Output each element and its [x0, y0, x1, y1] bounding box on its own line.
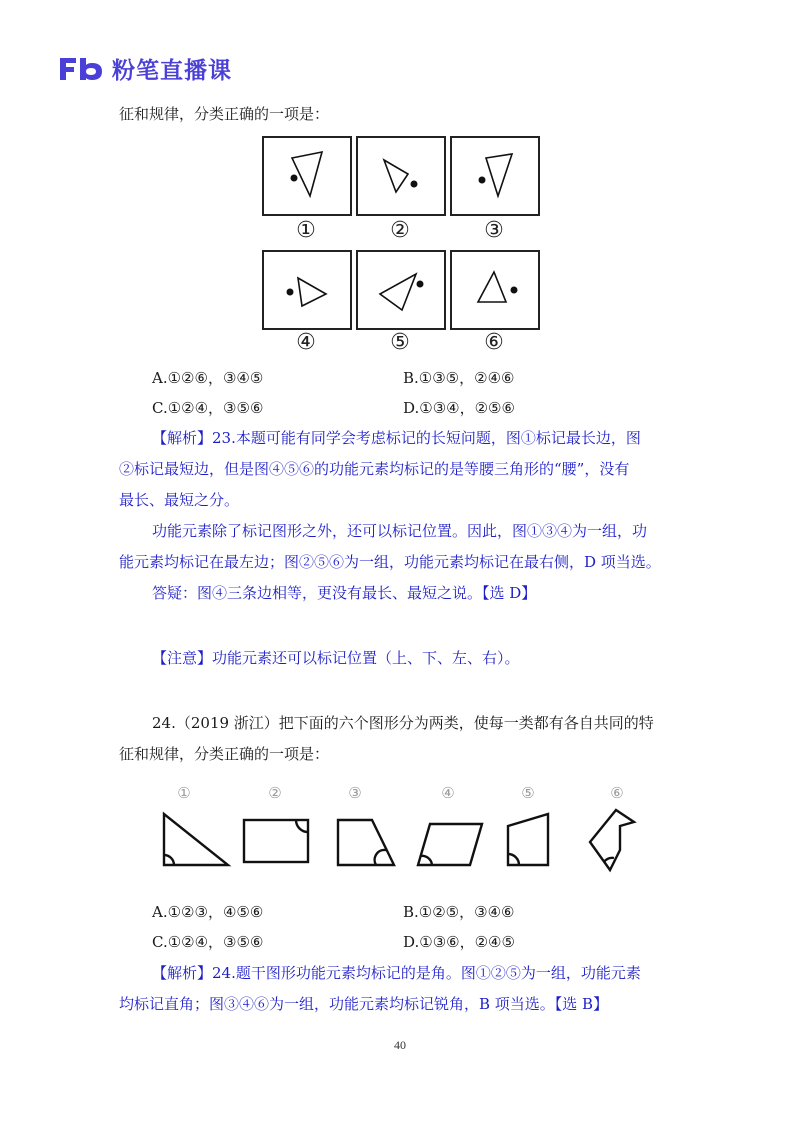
- q23-intro: 征和规律，分类正确的一项是：: [119, 105, 330, 123]
- q24-figure-1: [164, 814, 228, 865]
- q24-option-c: C.①②④，③⑤⑥: [152, 933, 264, 951]
- q23-label-2: ②: [390, 218, 410, 243]
- q24-figures: [150, 780, 650, 880]
- logo-text: 粉笔直播课: [112, 58, 232, 84]
- q23-analysis-line-3: 最长、最短之分。: [119, 491, 240, 509]
- q24-label-2: ②: [268, 784, 282, 802]
- brand-logo: [58, 52, 232, 85]
- q23-analysis-line-4: 功能元素除了标记图形之外，还可以标记位置。因此，图①③④为一组，功: [152, 522, 648, 540]
- q24-option-d: D.①③⑥，②④⑤: [403, 933, 515, 951]
- q24-analysis-line-1: 【解析】24.题干图形功能元素均标记的是角。图①②⑤为一组，功能元素: [152, 964, 641, 982]
- q24-option-a: A.①②③，④⑤⑥: [152, 903, 264, 921]
- q24-label-6: ⑥: [610, 784, 624, 802]
- q23-analysis-line-2: ②标记最短边，但是图④⑤⑥的功能元素均标记的是等腰三角形的“腰”，没有: [119, 460, 630, 478]
- q24-label-5: ⑤: [521, 784, 535, 802]
- q23-analysis-line-1: 【解析】23.本题可能有同学会考虑标记的长短问题，图①标记最长边，图: [152, 429, 641, 447]
- q24-stem-line-2: 征和规律，分类正确的一项是：: [119, 745, 330, 763]
- fenbi-logo-icon: [58, 56, 104, 82]
- q23-option-b: B.①③⑤，②④⑥: [403, 369, 515, 387]
- q23-label-4: ④: [296, 330, 316, 355]
- q23-label-6: ⑥: [484, 330, 504, 355]
- q24-figure-5: [508, 814, 548, 865]
- q23-figure-3: [450, 136, 540, 216]
- q24-figure-6: [590, 810, 634, 870]
- q23-note: 【注意】功能元素还可以标记位置（上、下、左、右）。: [152, 649, 520, 667]
- q24-label-4: ④: [441, 784, 455, 802]
- page-number: 40: [394, 1038, 406, 1052]
- q23-label-1: ①: [296, 218, 316, 243]
- q23-label-3: ③: [484, 218, 504, 243]
- q23-figure-4: [262, 250, 352, 330]
- q24-figures-svg: [150, 780, 650, 880]
- q24-label-1: ①: [177, 784, 191, 802]
- q23-label-5: ⑤: [390, 330, 410, 355]
- q23-figure-1: [262, 136, 352, 216]
- q23-figure-row-1: [262, 136, 542, 216]
- q23-option-a: A.①②⑥，③④⑤: [152, 369, 264, 387]
- q23-figure-2: [356, 136, 446, 216]
- q23-option-d: D.①③④，②⑤⑥: [403, 399, 515, 417]
- q23-figure-row-2: [262, 250, 542, 330]
- q23-analysis-line-5: 能元素均标记在最左边；图②⑤⑥为一组，功能元素均标记在最右侧，D 项当选。: [119, 553, 661, 571]
- q24-label-3: ③: [348, 784, 362, 802]
- q23-figure-5: [356, 250, 446, 330]
- q24-figure-3: [338, 820, 394, 865]
- q24-analysis-line-2: 均标记直角；图③④⑥为一组，功能元素均标记锐角，B 项当选。【选 B】: [119, 995, 609, 1013]
- q23-analysis-line-6: 答疑：图④三条边相等，更没有最长、最短之说。【选 D】: [152, 584, 537, 602]
- q24-stem-line-1: 24.（2019 浙江）把下面的六个图形分为两类，使每一类都有各自共同的特: [152, 714, 654, 732]
- q23-option-c: C.①②④，③⑤⑥: [152, 399, 264, 417]
- q24-option-b: B.①②⑤，③④⑥: [403, 903, 515, 921]
- q23-figure-6: [450, 250, 540, 330]
